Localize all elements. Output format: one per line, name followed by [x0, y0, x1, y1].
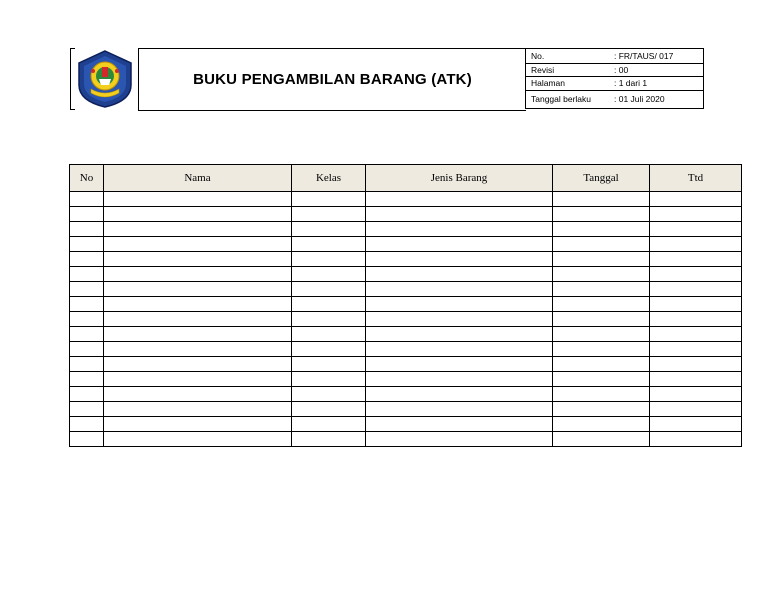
table-cell[interactable] [366, 357, 553, 372]
table-cell[interactable] [104, 192, 292, 207]
table-cell[interactable] [70, 282, 104, 297]
table-cell[interactable] [553, 402, 650, 417]
table-cell[interactable] [553, 192, 650, 207]
table-cell[interactable] [366, 432, 553, 447]
table-cell[interactable] [650, 267, 742, 282]
table-cell[interactable] [70, 192, 104, 207]
table-cell[interactable] [70, 357, 104, 372]
table-cell[interactable] [553, 252, 650, 267]
table-cell[interactable] [104, 417, 292, 432]
meta-key: Revisi [531, 64, 555, 75]
table-cell[interactable] [650, 222, 742, 237]
table-cell[interactable] [553, 432, 650, 447]
table-row [70, 222, 742, 237]
table-cell[interactable] [104, 402, 292, 417]
table-cell[interactable] [292, 192, 366, 207]
meta-row-halaman [526, 76, 703, 91]
table-cell[interactable] [292, 237, 366, 252]
table-cell[interactable] [292, 252, 366, 267]
table-cell[interactable] [366, 312, 553, 327]
column-header-ttd: Ttd [650, 165, 742, 192]
table-cell[interactable] [104, 252, 292, 267]
meta-key: Halaman [531, 78, 566, 88]
table-cell[interactable] [104, 342, 292, 357]
table-row [70, 297, 742, 312]
table-cell[interactable] [104, 312, 292, 327]
meta-value: : 00 [614, 64, 629, 75]
table-cell[interactable] [366, 222, 553, 237]
table-cell[interactable] [650, 432, 742, 447]
table-cell[interactable] [70, 342, 104, 357]
table-cell[interactable] [553, 417, 650, 432]
table-cell[interactable] [70, 252, 104, 267]
column-header-no: No [70, 165, 104, 192]
table-cell[interactable] [70, 387, 104, 402]
table-row [70, 207, 742, 222]
table-cell[interactable] [104, 297, 292, 312]
table-cell[interactable] [553, 297, 650, 312]
table-cell[interactable] [292, 357, 366, 372]
table-row [70, 402, 742, 417]
meta-value: : 1 dari 1 [614, 78, 648, 88]
meta-row-no [526, 49, 703, 64]
item-log-table [69, 164, 742, 447]
document-title-box [138, 48, 526, 111]
table-cell[interactable] [104, 372, 292, 387]
table-cell[interactable] [366, 252, 553, 267]
school-emblem-icon [73, 49, 137, 109]
table-cell[interactable] [70, 417, 104, 432]
table-row [70, 282, 742, 297]
table-row [70, 387, 742, 402]
table-cell[interactable] [650, 402, 742, 417]
column-header-tanggal: Tanggal [553, 165, 650, 192]
table-cell[interactable] [650, 387, 742, 402]
table-cell[interactable] [553, 342, 650, 357]
table-row [70, 327, 742, 342]
table-cell[interactable] [292, 387, 366, 402]
table-cell[interactable] [104, 357, 292, 372]
table-cell[interactable] [104, 387, 292, 402]
table-cell[interactable] [650, 192, 742, 207]
table-cell[interactable] [553, 327, 650, 342]
table-body [70, 192, 742, 447]
table-cell[interactable] [292, 327, 366, 342]
table-cell[interactable] [366, 387, 553, 402]
table-cell[interactable] [70, 207, 104, 222]
table-row [70, 192, 742, 207]
table-cell[interactable] [70, 327, 104, 342]
meta-key: No. [531, 51, 545, 61]
meta-key: Tanggal berlaku [531, 94, 592, 104]
table-cell[interactable] [70, 432, 104, 447]
table-cell[interactable] [650, 207, 742, 222]
meta-value: : 01 Juli 2020 [614, 94, 665, 104]
table-row [70, 312, 742, 327]
table-cell[interactable] [553, 372, 650, 387]
table-cell[interactable] [553, 237, 650, 252]
table-cell[interactable] [366, 282, 553, 297]
meta-value: : FR/TAUS/ 017 [614, 51, 674, 61]
table-cell[interactable] [292, 207, 366, 222]
table-cell[interactable] [366, 237, 553, 252]
document-meta-box [525, 48, 704, 109]
table-cell[interactable] [553, 207, 650, 222]
table-cell[interactable] [70, 222, 104, 237]
table-cell[interactable] [292, 267, 366, 282]
table-row [70, 252, 742, 267]
table-cell[interactable] [553, 282, 650, 297]
table-cell[interactable] [650, 252, 742, 267]
table-row [70, 357, 742, 372]
table-cell[interactable] [292, 372, 366, 387]
table-row [70, 417, 742, 432]
table-cell[interactable] [104, 222, 292, 237]
meta-row-tanggal-berlaku [526, 90, 703, 108]
table-cell[interactable] [366, 417, 553, 432]
table-cell[interactable] [292, 297, 366, 312]
table-cell[interactable] [366, 207, 553, 222]
logo [72, 48, 138, 110]
table-cell[interactable] [70, 402, 104, 417]
table-row [70, 267, 742, 282]
table-cell[interactable] [650, 327, 742, 342]
column-header-nama: Nama [104, 165, 292, 192]
table-row [70, 237, 742, 252]
table-cell[interactable] [104, 432, 292, 447]
table-cell[interactable] [650, 357, 742, 372]
table-cell[interactable] [292, 312, 366, 327]
table-cell[interactable] [292, 222, 366, 237]
table-cell[interactable] [553, 387, 650, 402]
table-cell[interactable] [366, 327, 553, 342]
table-cell[interactable] [553, 267, 650, 282]
table-row [70, 372, 742, 387]
table-cell[interactable] [366, 267, 553, 282]
table-cell[interactable] [366, 297, 553, 312]
table-cell[interactable] [292, 282, 366, 297]
table-cell[interactable] [292, 417, 366, 432]
table-cell[interactable] [70, 237, 104, 252]
table-cell[interactable] [650, 312, 742, 327]
meta-row-revisi [526, 63, 703, 77]
table-cell[interactable] [104, 327, 292, 342]
table-cell[interactable] [70, 372, 104, 387]
table-cell[interactable] [366, 402, 553, 417]
table-cell[interactable] [650, 282, 742, 297]
table-header-row [70, 165, 742, 192]
document-title: BUKU PENGAMBILAN BARANG (ATK) [193, 71, 472, 88]
table-cell[interactable] [553, 222, 650, 237]
table-cell[interactable] [104, 207, 292, 222]
table-cell[interactable] [104, 282, 292, 297]
table-cell[interactable] [292, 432, 366, 447]
table-row [70, 432, 742, 447]
table-cell[interactable] [650, 417, 742, 432]
table-cell[interactable] [650, 342, 742, 357]
table-cell[interactable] [366, 342, 553, 357]
table-cell[interactable] [70, 267, 104, 282]
table-cell[interactable] [650, 297, 742, 312]
table-cell[interactable] [292, 402, 366, 417]
table-cell[interactable] [70, 297, 104, 312]
table-cell[interactable] [650, 237, 742, 252]
table-cell[interactable] [104, 237, 292, 252]
table-cell[interactable] [366, 372, 553, 387]
table-cell[interactable] [553, 357, 650, 372]
column-header-jenis-barang: Jenis Barang [366, 165, 553, 192]
column-header-kelas: Kelas [292, 165, 366, 192]
table-cell[interactable] [292, 342, 366, 357]
table-cell[interactable] [70, 312, 104, 327]
table-cell[interactable] [553, 312, 650, 327]
table-row [70, 342, 742, 357]
table-cell[interactable] [650, 372, 742, 387]
table-cell[interactable] [104, 267, 292, 282]
table-cell[interactable] [366, 192, 553, 207]
